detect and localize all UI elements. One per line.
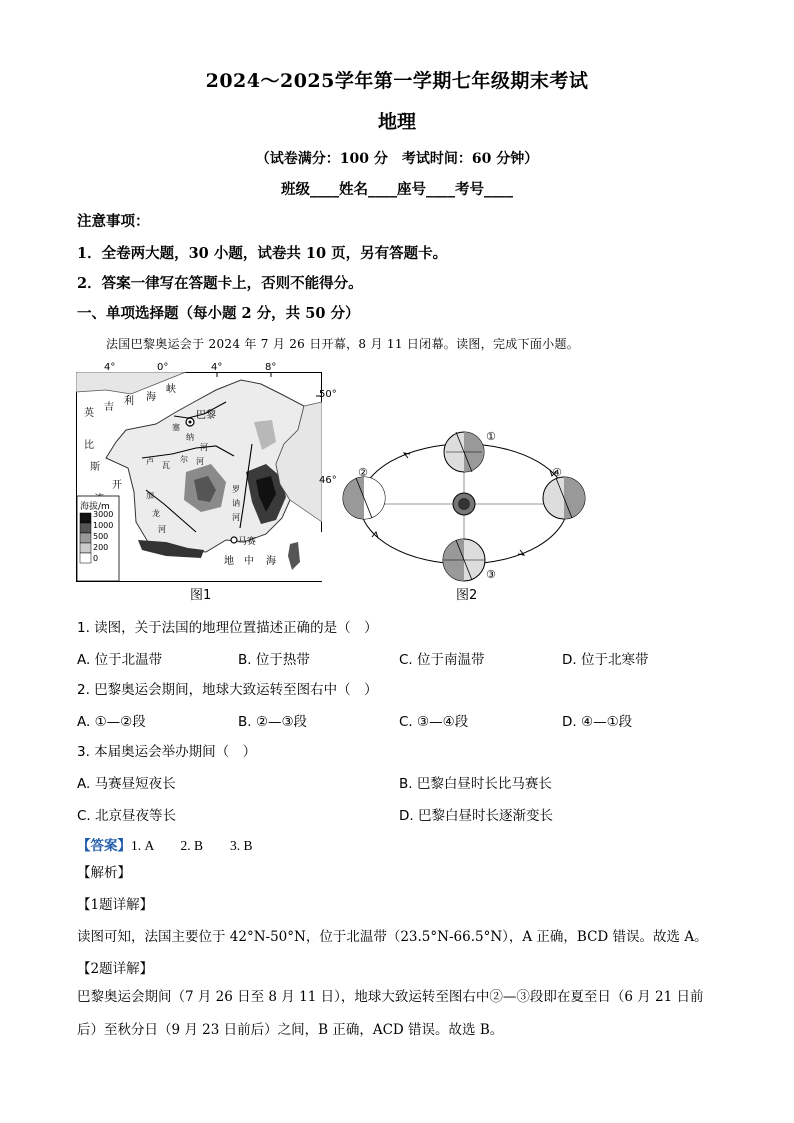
elevation-legend [77, 496, 119, 581]
lat-label-50: 50° [319, 389, 337, 400]
q3-option-d: D. 巴黎白昼时长逐渐变长 [399, 808, 553, 824]
notice-heading: 注意事项： [77, 213, 150, 230]
question-1-stem: 1. 读图，关于法国的地理位置描述正确的是（ ） [77, 620, 378, 636]
biscay-label-2: 斯 [90, 462, 100, 473]
q2-option-c: C. ③—④段 [399, 714, 469, 730]
marseille-marker [231, 537, 237, 543]
figure1-caption: 图1 [190, 588, 212, 603]
lat-label-46: 46° [319, 475, 337, 486]
legend-level-3000: 3000 [93, 510, 114, 519]
legend-title: 海拔/m [80, 502, 110, 512]
marseille-label: 马赛 [238, 537, 257, 547]
lon-label-8e: 8° [265, 362, 277, 373]
class-info: 班级____姓名____座号____考号____ [281, 181, 513, 198]
legend-level-1000: 1000 [93, 521, 114, 530]
seine-label-1: 塞 [172, 423, 180, 432]
q3-option-c: C. 北京昼夜等长 [77, 808, 177, 824]
position-label-1: ① [486, 430, 496, 443]
channel-label-4: 海 [146, 392, 156, 403]
exam-title: 2024～2025学年第一学期七年级期末考试 [205, 70, 589, 92]
seine-label-3: 河 [200, 443, 208, 452]
france-map [76, 372, 322, 582]
loire-label-2: 瓦 [162, 461, 170, 470]
loire-label-1: 卢 [146, 457, 154, 466]
section-heading: 一、单项选择题（每小题 2 分，共 50 分） [77, 305, 360, 322]
q2-option-a: A. ①—②段 [77, 714, 146, 730]
answer-line [77, 834, 253, 854]
legend-level-0: 0 [93, 554, 99, 563]
rhone-label-3: 河 [232, 513, 240, 522]
analysis-heading: 【解析】 [77, 865, 131, 881]
channel-label-5: 峡 [166, 384, 176, 395]
lon-label-4w: 4° [104, 362, 116, 373]
lon-label-0: 0° [157, 362, 169, 373]
rhone-label-2: 讷 [232, 499, 240, 508]
notice-item-1: 1．全卷两大题，30 小题，试卷共 10 页，另有答题卡。 [77, 245, 448, 262]
earth-position-3 [443, 539, 496, 581]
garonne-label-3: 河 [158, 525, 166, 534]
channel-label-3: 利 [124, 396, 134, 407]
loire-label-3: 尔 [180, 455, 188, 464]
position-label-3: ③ [486, 568, 496, 581]
orbit-diagram [338, 420, 590, 590]
position-label-2: ② [358, 466, 368, 479]
legend-level-200: 200 [93, 543, 109, 552]
notice-item-2: 2．答案一律写在答题卡上，否则不能得分。 [77, 275, 363, 292]
garonne-label-2: 龙 [152, 509, 160, 518]
channel-label-2: 吉 [104, 402, 114, 413]
question-2-stem: 2. 巴黎奥运会期间，地球大致运转至图右中（ ） [77, 682, 378, 698]
position-label-4: ④ [552, 466, 562, 479]
legend-level-500: 500 [93, 532, 109, 541]
med-label-3: 海 [266, 556, 276, 567]
q1-detail-text: 读图可知，法国主要位于 42°N-50°N，位于北温带（23.5°N-66.5°N），A 正确，BCD 错误。故选 A。 [77, 929, 708, 945]
q3-option-b: B. 巴黎白昼时长比马赛长 [399, 776, 552, 792]
lon-label-4e: 4° [211, 362, 223, 373]
score-info: （试卷满分：100 分 考试时间：60 分钟） [255, 151, 539, 167]
q1-option-a: A. 位于北温带 [77, 652, 163, 668]
earth-position-4 [543, 466, 585, 519]
question-3-stem: 3. 本届奥运会举办期间（ ） [77, 744, 257, 760]
q2-option-b: B. ②—③段 [238, 714, 308, 730]
q1-detail-heading: 【1题详解】 [77, 897, 154, 913]
biscay-label-1: 比 [84, 440, 94, 451]
q3-option-a: A. 马赛昼短夜长 [77, 776, 176, 792]
paris-label: 巴黎 [196, 410, 216, 421]
garonne-label-1: 加 [146, 491, 154, 500]
subject-title: 地理 [377, 111, 416, 133]
earth-position-1 [444, 430, 496, 472]
med-label-2: 中 [244, 556, 254, 567]
answer-tag: 【答案】 [77, 838, 131, 854]
rhone-label-1: 罗 [232, 485, 240, 494]
channel-label-1: 英 [84, 408, 94, 419]
figure2-caption: 图2 [456, 588, 478, 603]
seine-label-2: 纳 [186, 433, 194, 442]
med-label-1: 地 [224, 556, 234, 567]
q2-detail-heading: 【2题详解】 [77, 961, 154, 977]
answer-values: 1. A 2. B 3. B [131, 838, 253, 853]
q1-option-d: D. 位于北寒带 [562, 652, 649, 668]
q1-option-b: B. 位于热带 [238, 652, 310, 668]
q2-detail-text: 巴黎奥运会期间（7 月 26 日至 8 月 11 日），地球大致运转至图右中②—③段即在夏至日（6 月 21 日前后）至秋分日（9 月 23 日前后）之间，B 正确，ACD 错误。故选 B。 [77, 989, 704, 1038]
earth-position-2 [343, 466, 385, 519]
loire-label-4: 河 [196, 457, 204, 466]
q1-option-c: C. 位于南温带 [399, 652, 485, 668]
q2-option-d: D. ④—①段 [562, 714, 633, 730]
biscay-label-3: 开 [112, 480, 122, 491]
section-intro: 法国巴黎奥运会于 2024 年 7 月 26 日开幕，8 月 11 日闭幕。读图，完成下面小题。 [106, 337, 580, 351]
